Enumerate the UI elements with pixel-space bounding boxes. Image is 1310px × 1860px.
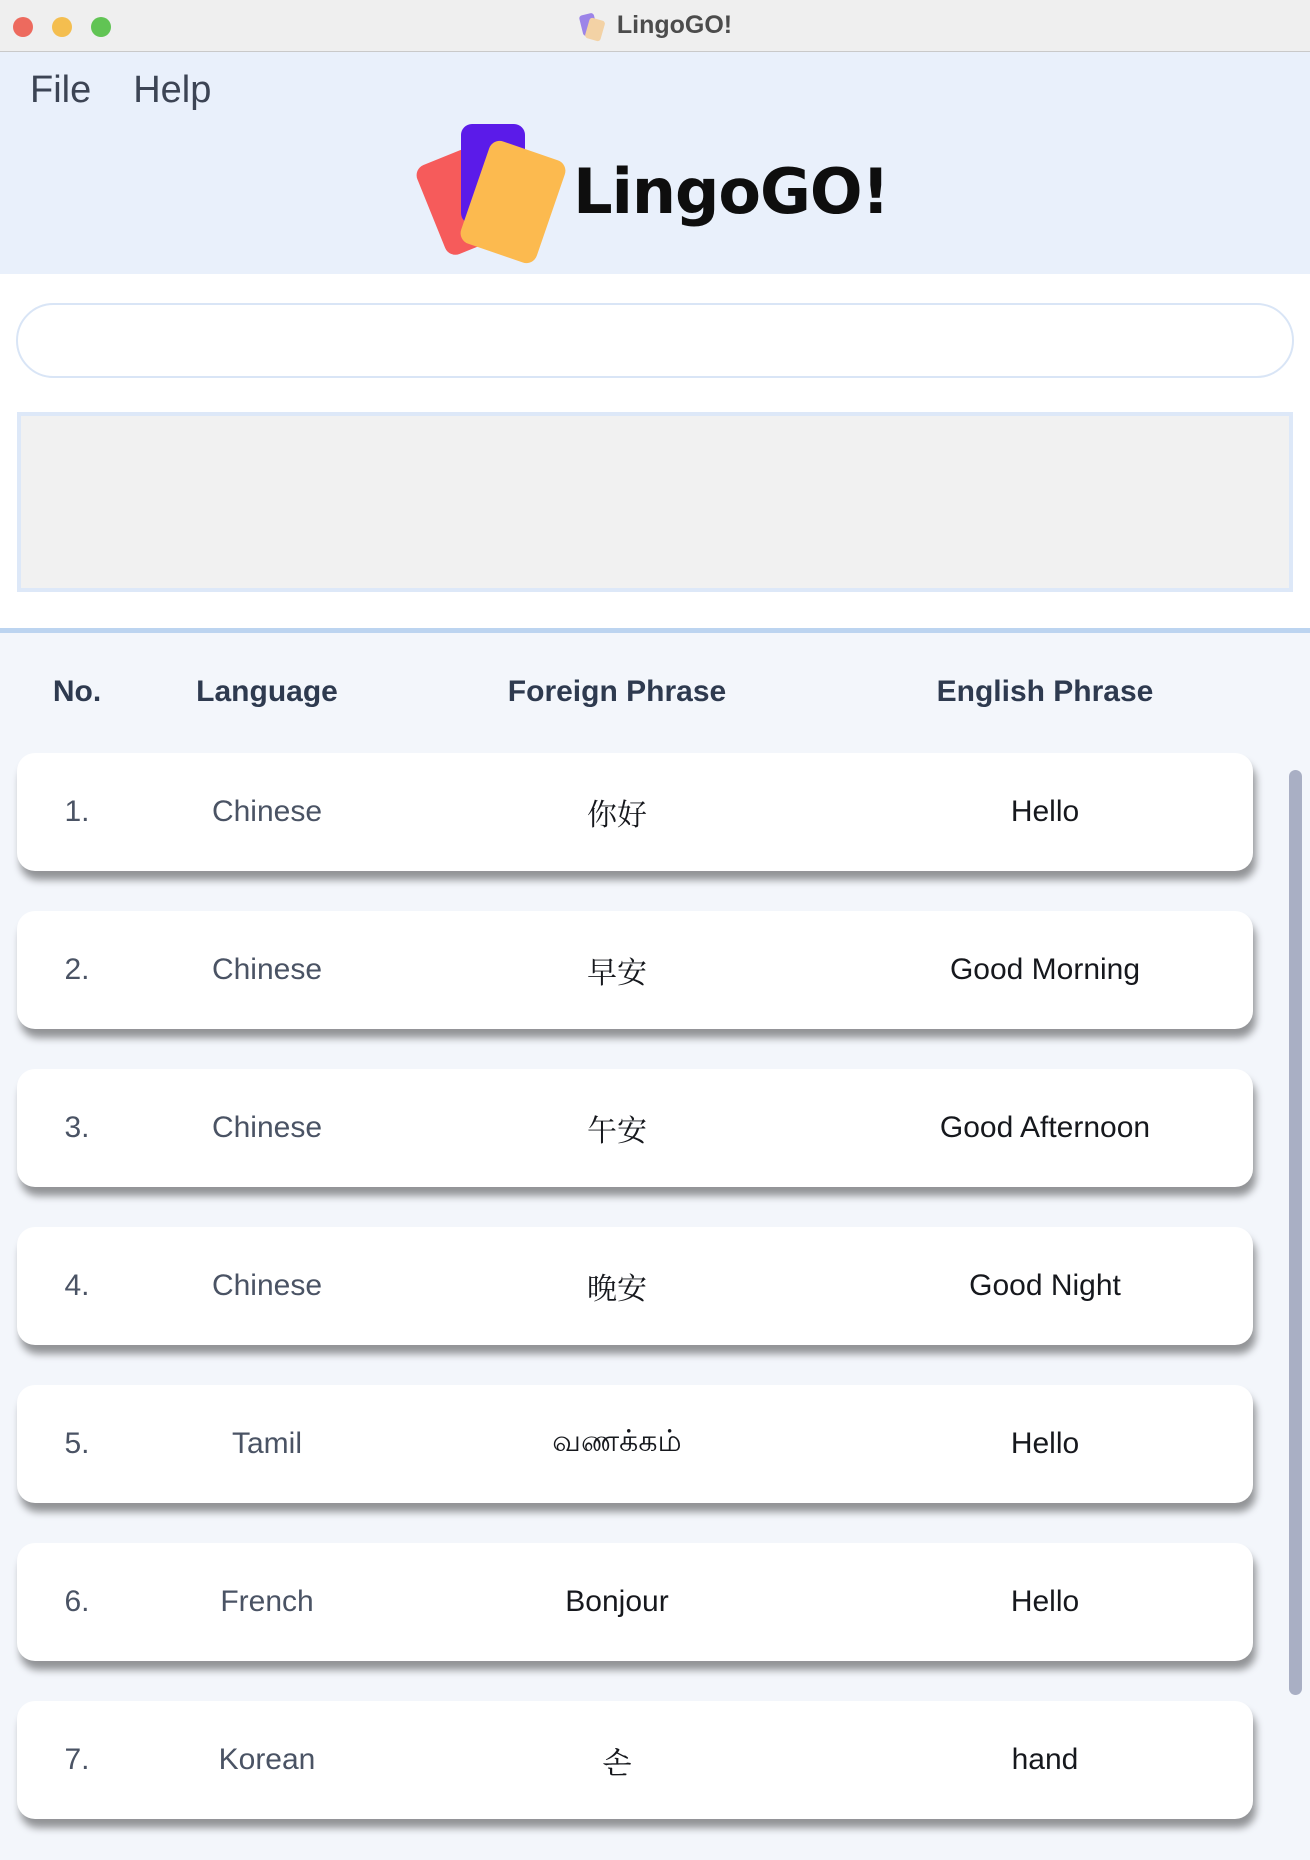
flashcard-list — [0, 753, 1310, 1819]
row-number: 1. — [64, 795, 90, 828]
col-header-language: Language — [196, 675, 338, 708]
menu-file[interactable]: File — [30, 69, 92, 111]
app-icon — [578, 11, 608, 41]
flashcard-list-section — [0, 633, 1310, 1860]
row-number: 3. — [64, 1111, 90, 1144]
flashcard-row[interactable] — [17, 753, 1253, 871]
row-language: Korean — [218, 1743, 316, 1776]
content-area — [0, 274, 1310, 628]
row-language: Chinese — [211, 1111, 323, 1144]
row-foreign-phrase: 午安 — [587, 1115, 647, 1148]
row-english-phrase: Good Afternoon — [939, 1111, 1151, 1144]
row-english-phrase: Hello — [1010, 795, 1080, 828]
row-foreign-phrase: 손 — [602, 1747, 632, 1780]
menu-help[interactable]: Help — [133, 69, 212, 111]
result-display-box — [17, 412, 1293, 592]
flashcard-row[interactable] — [17, 1543, 1253, 1661]
row-english-phrase: Good Night — [969, 1269, 1121, 1302]
row-english-phrase: Hello — [1010, 1427, 1080, 1460]
flashcard-row[interactable] — [17, 1227, 1253, 1345]
col-header-english-phrase: English Phrase — [936, 675, 1154, 708]
row-language: Tamil — [231, 1427, 302, 1460]
menubar — [0, 52, 1310, 114]
row-foreign-phrase: 晚安 — [587, 1273, 647, 1306]
flashcards-logo-icon — [421, 122, 571, 262]
table-header — [17, 633, 1253, 753]
logo-text: LingoGO! — [573, 155, 889, 229]
command-input[interactable] — [16, 303, 1294, 378]
row-number: 2. — [64, 953, 90, 986]
titlebar — [0, 0, 1310, 52]
flashcard-row[interactable] — [17, 1701, 1253, 1819]
vertical-scrollbar-thumb[interactable] — [1289, 770, 1302, 1695]
flashcard-row[interactable] — [17, 1069, 1253, 1187]
header-section — [0, 52, 1310, 274]
row-english-phrase: Good Morning — [949, 953, 1141, 986]
flashcard-row[interactable] — [17, 911, 1253, 1029]
flashcard-row[interactable] — [17, 1385, 1253, 1503]
row-language: Chinese — [211, 953, 323, 986]
logo — [0, 114, 1310, 266]
row-number: 4. — [64, 1269, 90, 1302]
row-language: French — [220, 1585, 314, 1618]
window-title — [0, 0, 1310, 51]
row-english-phrase: hand — [1011, 1743, 1079, 1776]
row-foreign-phrase: 你好 — [587, 799, 647, 832]
row-language: Chinese — [211, 795, 323, 828]
col-header-no: No. — [52, 675, 102, 708]
col-header-foreign-phrase: Foreign Phrase — [507, 675, 727, 708]
row-number: 6. — [64, 1585, 90, 1618]
row-foreign-phrase: 早安 — [587, 957, 647, 990]
row-number: 7. — [64, 1743, 90, 1776]
row-english-phrase: Hello — [1010, 1585, 1080, 1618]
row-foreign-phrase: Bonjour — [565, 1585, 669, 1618]
window-title-text: LingoGO! — [616, 11, 733, 39]
row-number: 5. — [64, 1427, 90, 1460]
row-language: Chinese — [211, 1269, 323, 1302]
row-foreign-phrase: வணக்கம் — [552, 1425, 682, 1458]
